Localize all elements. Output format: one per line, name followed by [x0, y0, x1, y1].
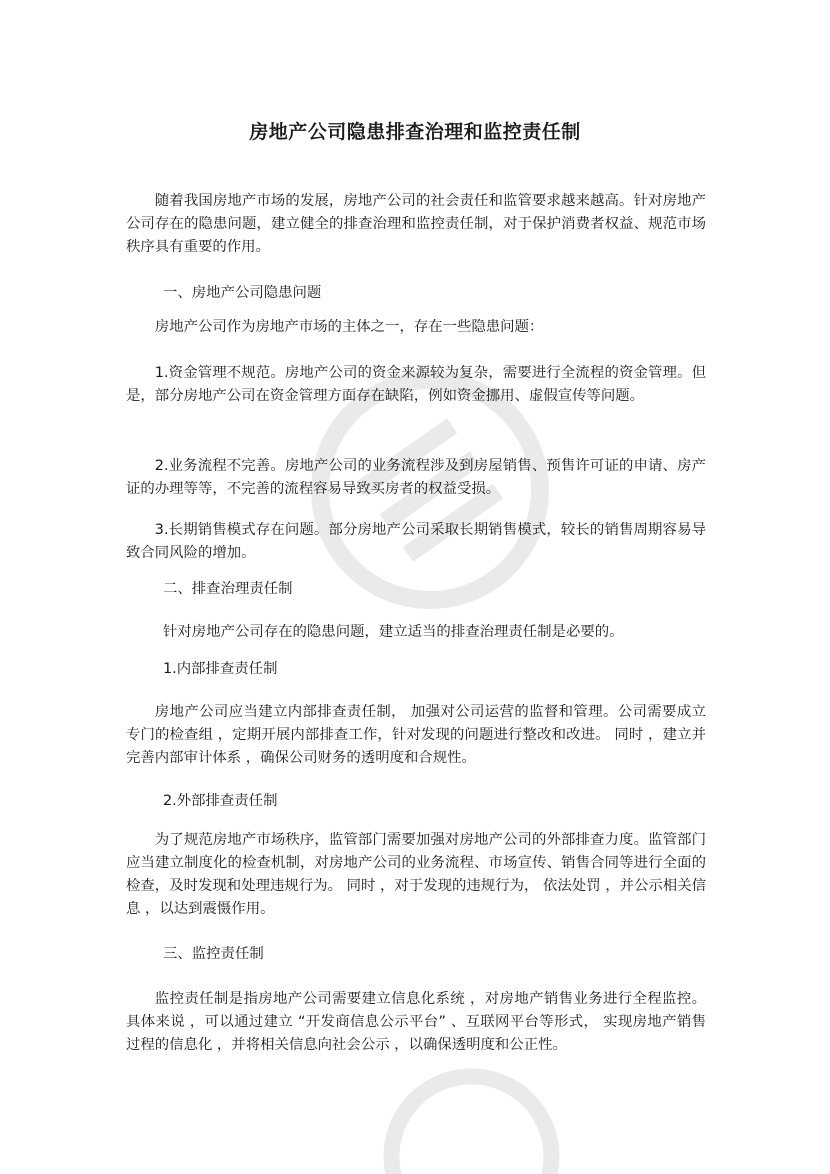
sub1-heading: 1.内部排查责任制: [163, 661, 278, 677]
section3-heading: 三、监控责任制: [163, 946, 264, 962]
item1-paragraph: 1.资金管理不规范。房地产公司的资金来源较为复杂，需要进行全流程的资金管理。但是，部分房地产公司在资金管理方面存在缺陷，例如资金挪用、虚假宣传等问题。: [126, 365, 706, 404]
section2-lead: 针对房地产公司存在的隐患问题，建立适当的排查治理责任制是必要的。: [163, 624, 624, 640]
section1-lead: 房地产公司作为房地产市场的主体之一，存在一些隐患问题：: [154, 319, 544, 335]
sub1-paragraph: 房地产公司应当建立内部排查责任制， 加强对公司运营的监督和管理。公司需要成立专门的检查组 ，定期开展内部排查工作，针对发现的问题进行整改和改进。 同时 ，建立并完善内部审计体系 ，确保公司财务的透明度和合规性。: [126, 704, 706, 766]
item2-paragraph: 2.业务流程不完善。房地产公司的业务流程涉及到房屋销售、预售许可证的申请、房产证的办理等等，不完善的流程容易导致买房者的权益受损。: [126, 458, 706, 497]
sub2-heading: 2.外部排查责任制: [163, 793, 278, 809]
section1-heading: 一、房地产公司隐患问题: [163, 285, 322, 301]
document-title: 房地产公司隐患排查治理和监控责任制: [249, 121, 581, 143]
section3-paragraph: 监控责任制是指房地产公司需要建立信息化系统 ，对房地产销售业务进行全程监控。具体来说 ，可以通过建立 “开发商信息公示平台” 、互联网平台等形式， 实现房地产销售过程的信息化 ，并将相关信息向社会公示 ，以确保透明度和公正性。: [126, 991, 706, 1053]
intro-paragraph: 随着我国房地产市场的发展，房地产公司的社会责任和监管要求越来越高。针对房地产公司存在的隐患问题，建立健全的排查治理和监控责任制，对于保护消费者权益、规范市场秩序具有重要的作用。: [126, 193, 706, 255]
sub2-paragraph: 为了规范房地产市场秩序，监管部门需要加强对房地产公司的外部排查力度。监管部门应当建立制度化的检查机制，对房地产公司的业务流程、市场宣传、销售合同等进行全面的检查，及时发现和处理违规行为。 同时 ，对于发现的违规行为， 依法处罚 ，并公示相关信息 ，以达到震慑作用。: [126, 832, 706, 917]
watermark-icon: [360, 1050, 560, 1174]
item3-paragraph: 3.长期销售模式存在问题。部分房地产公司采取长期销售模式，较长的销售周期容易导致合同风险的增加。: [126, 522, 706, 561]
section2-heading: 二、排查治理责任制: [163, 581, 293, 597]
